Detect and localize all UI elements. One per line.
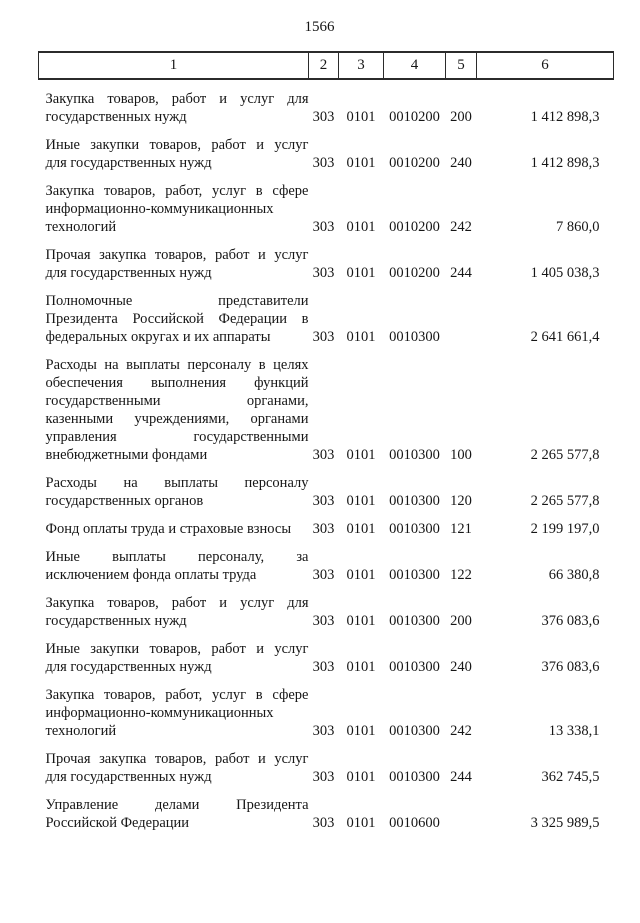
expense-name-cell [39, 236, 309, 282]
expense-type-code-cell: 200 [450, 109, 472, 125]
amount-cell: 1 412 898,3 [530, 109, 600, 125]
section-code-cell: 0101 [346, 447, 376, 463]
expense-name-line: Расходы на выплаты персоналу [45, 475, 309, 491]
target-article-code-cell: 0010200 [389, 219, 440, 235]
expense-name-line: казенными учреждениями, органами [45, 411, 309, 427]
target-article-code-cell: 0010300 [389, 493, 440, 509]
expense-name-line: Управление делами Президента [45, 797, 309, 813]
expense-name-cell [39, 126, 309, 172]
ministry-code-cell: 303 [312, 567, 335, 583]
amount-cell: 2 641 661,4 [530, 329, 600, 345]
expense-name-line: информационно-коммуникационных [45, 201, 274, 217]
expense-name-cell [39, 630, 309, 676]
amount-cell: 376 083,6 [541, 659, 600, 675]
expense-type-code-cell: 200 [450, 613, 472, 629]
ministry-code-cell: 303 [312, 723, 335, 739]
table-row [39, 584, 614, 630]
table-row [39, 510, 614, 538]
table-row [39, 172, 614, 236]
expense-name-cell [39, 79, 309, 126]
expense-type-code-cell: 242 [450, 219, 472, 235]
ministry-code-cell: 303 [312, 155, 335, 171]
expense-name-line: Закупка товаров, работ, услуг в сфере [45, 687, 309, 703]
table-row [39, 630, 614, 676]
section-code-cell: 0101 [346, 613, 376, 629]
expense-name-line: Иные выплаты персоналу, за [45, 549, 309, 565]
table-row [39, 79, 614, 126]
section-code-cell: 0101 [346, 769, 376, 785]
ministry-code-cell: 303 [312, 447, 335, 463]
expense-name-line: Президента Российской Федерации в [45, 311, 309, 327]
expense-name-line: государственными органами, [45, 393, 309, 409]
amount-cell: 7 860,0 [556, 219, 600, 235]
section-code-cell: 0101 [346, 329, 376, 345]
budget-table [38, 51, 614, 832]
ministry-code-cell: 303 [312, 815, 335, 831]
expense-name-line: Прочая закупка товаров, работ и услуг [45, 751, 309, 767]
target-article-code-cell: 0010200 [389, 265, 440, 281]
amount-cell: 2 265 577,8 [530, 447, 600, 463]
target-article-code-cell: 0010300 [389, 613, 440, 629]
expense-name-line: федеральных округах и их аппараты [45, 329, 271, 345]
section-code-cell: 0101 [346, 493, 376, 509]
section-code-cell: 0101 [346, 521, 376, 537]
amount-cell: 13 338,1 [548, 723, 600, 739]
section-code-cell: 0101 [346, 155, 376, 171]
table-row [39, 346, 614, 464]
expense-name-line: Иные закупки товаров, работ и услуг [45, 137, 309, 153]
expense-name-cell [39, 172, 309, 236]
expense-name-line: управления государственными [45, 429, 309, 445]
table-row [39, 538, 614, 584]
table-header [39, 52, 614, 79]
expense-name-line: для государственных нужд [45, 265, 212, 281]
expense-name-line: Российской Федерации [45, 815, 190, 831]
ministry-code-cell: 303 [312, 613, 335, 629]
column-header-6: 6 [477, 52, 614, 79]
expense-type-code-cell: 240 [450, 659, 472, 675]
expense-name-cell [39, 510, 309, 538]
column-header-4: 4 [384, 52, 446, 79]
column-header-1: 1 [39, 52, 309, 79]
section-code-cell: 0101 [346, 723, 376, 739]
column-header-5: 5 [446, 52, 477, 79]
expense-name-line: обеспечения выполнения функций [45, 375, 309, 391]
target-article-code-cell: 0010300 [389, 567, 440, 583]
target-article-code-cell: 0010200 [389, 155, 440, 171]
expense-name-line: государственных нужд [45, 613, 187, 629]
expense-name-line: Закупка товаров, работ, услуг в сфере [45, 183, 309, 199]
expense-name-line: для государственных нужд [45, 769, 212, 785]
expense-name-cell [39, 282, 309, 346]
expense-type-code-cell: 121 [450, 521, 472, 537]
expense-type-code-cell: 100 [450, 447, 472, 463]
ministry-code-cell: 303 [312, 659, 335, 675]
amount-cell: 3 325 989,5 [530, 815, 600, 831]
expense-type-code-cell: 122 [450, 567, 472, 583]
table-header-row [39, 52, 614, 79]
target-article-code-cell: 0010300 [389, 329, 440, 345]
section-code-cell: 0101 [346, 659, 376, 675]
section-code-cell: 0101 [346, 815, 376, 831]
expense-name-line: информационно-коммуникационных [45, 705, 274, 721]
amount-cell: 2 265 577,8 [530, 493, 600, 509]
document-page [0, 18, 640, 832]
target-article-code-cell: 0010300 [389, 521, 440, 537]
ministry-code-cell: 303 [312, 265, 335, 281]
column-header-3: 3 [339, 52, 384, 79]
section-code-cell: 0101 [346, 109, 376, 125]
expense-name-cell [39, 346, 309, 464]
amount-cell: 2 199 197,0 [530, 521, 600, 537]
expense-name-line: Закупка товаров, работ и услуг для [45, 595, 309, 611]
expense-name-line: для государственных нужд [45, 155, 212, 171]
target-article-code-cell: 0010300 [389, 447, 440, 463]
expense-name-line: технологий [45, 219, 117, 235]
ministry-code-cell: 303 [312, 109, 335, 125]
expense-name-cell [39, 740, 309, 786]
table-row [39, 236, 614, 282]
ministry-code-cell: 303 [312, 769, 335, 785]
table-row [39, 786, 614, 832]
expense-name-line: Иные закупки товаров, работ и услуг [45, 641, 309, 657]
target-article-code-cell: 0010600 [389, 815, 440, 831]
section-code-cell: 0101 [346, 265, 376, 281]
amount-cell: 1 412 898,3 [530, 155, 600, 171]
expense-type-code-cell: 120 [450, 493, 472, 509]
expense-type-code-cell: 240 [450, 155, 472, 171]
amount-cell: 362 745,5 [541, 769, 600, 785]
expense-name-cell [39, 676, 309, 740]
expense-name-line: Расходы на выплаты персоналу в целях [45, 357, 309, 373]
expense-name-cell [39, 786, 309, 832]
amount-cell: 66 380,8 [548, 567, 600, 583]
expense-type-code-cell [446, 786, 477, 832]
expense-name-cell [39, 538, 309, 584]
expense-type-code-cell: 244 [450, 769, 472, 785]
table-row [39, 282, 614, 346]
table-row [39, 464, 614, 510]
ministry-code-cell: 303 [312, 493, 335, 509]
ministry-code-cell: 303 [312, 329, 335, 345]
target-article-code-cell: 0010300 [389, 769, 440, 785]
amount-cell: 1 405 038,3 [530, 265, 600, 281]
expense-name-line: государственных органов [45, 493, 204, 509]
ministry-code-cell: 303 [312, 521, 335, 537]
ministry-code-cell: 303 [312, 219, 335, 235]
table-body [39, 79, 614, 832]
column-header-2: 2 [309, 52, 339, 79]
expense-name-line: Фонд оплаты труда и страховые взносы [45, 521, 292, 537]
expense-type-code-cell [446, 282, 477, 346]
section-code-cell: 0101 [346, 567, 376, 583]
expense-name-line: внебюджетными фондами [45, 447, 208, 463]
table-row [39, 740, 614, 786]
target-article-code-cell: 0010300 [389, 723, 440, 739]
expense-name-cell [39, 584, 309, 630]
expense-name-line: государственных нужд [45, 109, 187, 125]
amount-cell: 376 083,6 [541, 613, 600, 629]
table-row [39, 126, 614, 172]
expense-type-code-cell: 244 [450, 265, 472, 281]
expense-type-code-cell: 242 [450, 723, 472, 739]
expense-name-line: Закупка товаров, работ и услуг для [45, 91, 309, 107]
target-article-code-cell: 0010200 [389, 109, 440, 125]
expense-name-line: технологий [45, 723, 117, 739]
table-row [39, 676, 614, 740]
expense-name-line: исключением фонда оплаты труда [45, 567, 257, 583]
expense-name-cell [39, 464, 309, 510]
expense-name-line: для государственных нужд [45, 659, 212, 675]
section-code-cell: 0101 [346, 219, 376, 235]
expense-name-line: Полномочные представители [45, 293, 309, 309]
expense-name-line: Прочая закупка товаров, работ и услуг [45, 247, 309, 263]
target-article-code-cell: 0010300 [389, 659, 440, 675]
page-number: 1566 [304, 19, 335, 35]
